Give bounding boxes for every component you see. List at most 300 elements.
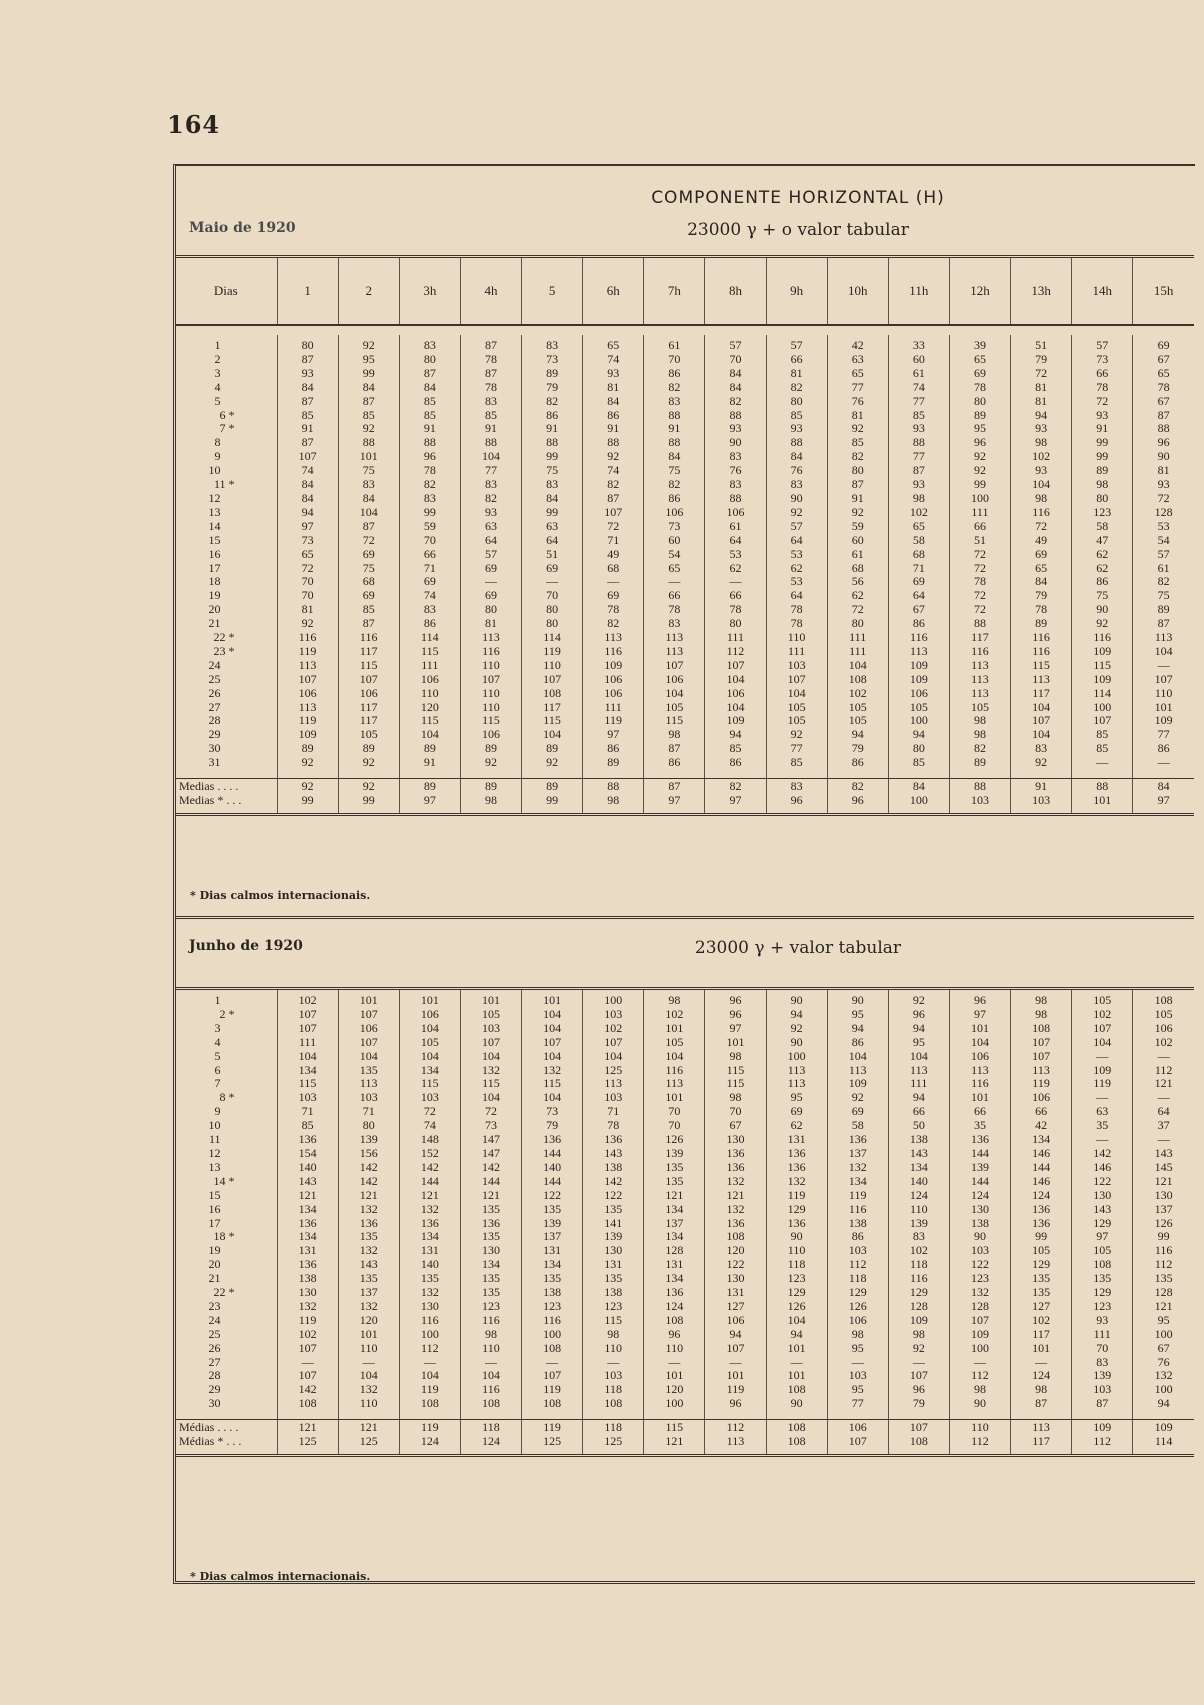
value-cell: 104: [460, 1050, 521, 1064]
value-cell: 93: [1133, 478, 1194, 492]
value-cell: 145: [1133, 1161, 1194, 1175]
day-cell: 20: [208, 1257, 221, 1272]
average-value: 121: [277, 1420, 338, 1435]
value-cell: 144: [949, 1175, 1010, 1189]
value-cell: 135: [460, 1203, 521, 1217]
value-cell: 117: [522, 701, 583, 715]
value-cell: 63: [522, 520, 583, 534]
column-header-hour: 15h: [1133, 257, 1194, 326]
separator-row: [175, 1411, 1194, 1420]
value-cell: 134: [1011, 1133, 1072, 1147]
value-cell: 78: [644, 603, 705, 617]
day-cell: 4: [214, 379, 221, 394]
value-cell: 107: [705, 1342, 766, 1356]
value-cell: 108: [277, 1397, 338, 1411]
value-cell: 132: [522, 1064, 583, 1078]
value-cell: 102: [1011, 1314, 1072, 1328]
value-cell: 110: [338, 1342, 399, 1356]
value-cell: 128: [644, 1244, 705, 1258]
value-cell: 119: [522, 645, 583, 659]
table-row: [175, 1258, 1194, 1272]
day-cell: 10: [208, 1118, 221, 1133]
value-cell: 86: [705, 756, 766, 770]
value-cell: —: [460, 575, 521, 589]
value-cell: 69: [1133, 335, 1194, 353]
value-cell: 87: [460, 367, 521, 381]
value-cell: 108: [522, 1397, 583, 1411]
value-cell: 116: [1133, 1244, 1194, 1258]
table-row: [175, 1119, 1194, 1133]
value-cell: 104: [399, 1022, 460, 1036]
average-value: 88: [1072, 779, 1133, 794]
value-cell: 107: [277, 450, 338, 464]
value-cell: 114: [522, 631, 583, 645]
value-cell: 69: [827, 1105, 888, 1119]
value-cell: 136: [827, 1133, 888, 1147]
value-cell: 69: [888, 575, 949, 589]
value-cell: 104: [399, 728, 460, 742]
value-cell: 82: [827, 450, 888, 464]
value-cell: 90: [766, 989, 827, 1008]
value-cell: 102: [1072, 1008, 1133, 1022]
value-cell: 116: [522, 1314, 583, 1328]
value-cell: 72: [949, 603, 1010, 617]
value-cell: 90: [1133, 450, 1194, 464]
value-cell: 64: [888, 589, 949, 603]
value-cell: —: [1072, 1091, 1133, 1105]
value-cell: 60: [644, 534, 705, 548]
value-cell: 77: [460, 464, 521, 478]
value-cell: 86: [644, 367, 705, 381]
value-cell: 137: [338, 1286, 399, 1300]
value-cell: 116: [949, 1077, 1010, 1091]
table-row: [175, 728, 1194, 742]
value-cell: 134: [644, 1272, 705, 1286]
value-cell: 115: [399, 714, 460, 728]
value-cell: 89: [1072, 464, 1133, 478]
value-cell: 104: [827, 1050, 888, 1064]
average-value: 92: [277, 779, 338, 794]
value-cell: 104: [522, 728, 583, 742]
value-cell: —: [583, 1356, 644, 1370]
value-cell: 107: [522, 1369, 583, 1383]
value-cell: 58: [888, 534, 949, 548]
value-cell: 120: [399, 701, 460, 715]
value-cell: 101: [949, 1091, 1010, 1105]
value-cell: 97: [277, 520, 338, 534]
value-cell: 142: [338, 1161, 399, 1175]
may-data-table: [175, 335, 1194, 816]
value-cell: 92: [888, 989, 949, 1008]
value-cell: 124: [1011, 1189, 1072, 1203]
value-cell: 72: [460, 1105, 521, 1119]
value-cell: 101: [705, 1369, 766, 1383]
value-cell: 117: [338, 701, 399, 715]
value-cell: 85: [277, 409, 338, 423]
value-cell: 94: [888, 728, 949, 742]
value-cell: 84: [1011, 575, 1072, 589]
value-cell: 71: [338, 1105, 399, 1119]
value-cell: 91: [277, 422, 338, 436]
value-cell: 136: [277, 1133, 338, 1147]
value-cell: 107: [644, 659, 705, 673]
value-cell: 131: [766, 1133, 827, 1147]
value-cell: 86: [888, 617, 949, 631]
value-cell: 94: [888, 1022, 949, 1036]
value-cell: 70: [705, 1105, 766, 1119]
table-row: [175, 520, 1194, 534]
value-cell: 135: [644, 1175, 705, 1189]
value-cell: 115: [583, 1314, 644, 1328]
value-cell: 131: [705, 1286, 766, 1300]
value-cell: 96: [705, 989, 766, 1008]
value-cell: —: [1072, 1050, 1133, 1064]
value-cell: 79: [522, 381, 583, 395]
value-cell: 66: [644, 589, 705, 603]
value-cell: 49: [583, 548, 644, 562]
value-cell: 132: [338, 1244, 399, 1258]
value-cell: 142: [277, 1383, 338, 1397]
value-cell: 107: [705, 659, 766, 673]
day-cell: 4: [214, 1034, 221, 1049]
value-cell: 91: [1072, 422, 1133, 436]
column-header-hour: 10h: [827, 257, 888, 326]
june-footnote: * Dias calmos internacionais.: [190, 1570, 371, 1583]
value-cell: 117: [338, 714, 399, 728]
value-cell: 100: [1133, 1328, 1194, 1342]
value-cell: 102: [1133, 1036, 1194, 1050]
value-cell: 135: [460, 1230, 521, 1244]
value-cell: 98: [949, 714, 1010, 728]
value-cell: 124: [644, 1300, 705, 1314]
value-cell: 80: [827, 464, 888, 478]
value-cell: 72: [338, 534, 399, 548]
value-cell: 129: [888, 1286, 949, 1300]
value-cell: 103: [583, 1369, 644, 1383]
value-cell: 115: [338, 659, 399, 673]
value-cell: 116: [888, 631, 949, 645]
value-cell: —: [1133, 1133, 1194, 1147]
value-cell: 132: [338, 1383, 399, 1397]
day-cell: 16: [208, 1201, 221, 1216]
value-cell: 140: [888, 1175, 949, 1189]
table-row: [175, 562, 1194, 576]
table-row: [175, 464, 1194, 478]
value-cell: 89: [583, 756, 644, 770]
value-cell: 139: [522, 1217, 583, 1231]
value-cell: 71: [277, 1105, 338, 1119]
value-cell: 113: [949, 659, 1010, 673]
value-cell: 102: [888, 1244, 949, 1258]
value-cell: 132: [277, 1300, 338, 1314]
value-cell: 107: [1072, 714, 1133, 728]
value-cell: 85: [766, 756, 827, 770]
average-value: 118: [583, 1420, 644, 1435]
column-header-hour: 3h: [399, 257, 460, 326]
value-cell: —: [338, 1356, 399, 1370]
value-cell: 128: [949, 1300, 1010, 1314]
column-header-hour: 9h: [766, 257, 827, 326]
value-cell: 85: [338, 603, 399, 617]
table-row: [175, 436, 1194, 450]
value-cell: 104: [766, 687, 827, 701]
value-cell: 80: [460, 603, 521, 617]
value-cell: 99: [949, 478, 1010, 492]
value-cell: 78: [949, 381, 1010, 395]
day-cell: 24: [208, 657, 221, 672]
value-cell: 86: [1072, 575, 1133, 589]
value-cell: 82: [583, 478, 644, 492]
value-cell: 67: [888, 603, 949, 617]
value-cell: 135: [522, 1272, 583, 1286]
value-cell: 100: [949, 492, 1010, 506]
value-cell: 83: [338, 478, 399, 492]
value-cell: 108: [1072, 1258, 1133, 1272]
value-cell: 78: [399, 464, 460, 478]
value-cell: 121: [1133, 1077, 1194, 1091]
value-cell: 78: [766, 617, 827, 631]
value-cell: 98: [888, 1328, 949, 1342]
value-cell: 104: [644, 687, 705, 701]
value-cell: 74: [583, 464, 644, 478]
table-row: [175, 1314, 1194, 1328]
value-cell: 103: [277, 1091, 338, 1105]
value-cell: 83: [460, 395, 521, 409]
value-cell: 136: [399, 1217, 460, 1231]
value-cell: 115: [460, 714, 521, 728]
value-cell: 100: [522, 1328, 583, 1342]
value-cell: 86: [583, 409, 644, 423]
value-cell: —: [644, 1356, 705, 1370]
value-cell: 90: [766, 1036, 827, 1050]
value-cell: 109: [1133, 714, 1194, 728]
value-cell: 69: [522, 562, 583, 576]
value-cell: 83: [644, 617, 705, 631]
value-cell: 78: [583, 603, 644, 617]
value-cell: 83: [1011, 742, 1072, 756]
value-cell: 129: [1011, 1258, 1072, 1272]
value-cell: 130: [1072, 1189, 1133, 1203]
day-cell: 6 *: [219, 407, 235, 422]
value-cell: 69: [338, 589, 399, 603]
value-cell: 64: [766, 534, 827, 548]
value-cell: 140: [277, 1161, 338, 1175]
value-cell: 105: [460, 1008, 521, 1022]
value-cell: 50: [888, 1119, 949, 1133]
value-cell: 111: [827, 645, 888, 659]
value-cell: 141: [583, 1217, 644, 1231]
value-cell: 135: [522, 1203, 583, 1217]
value-cell: 103: [827, 1244, 888, 1258]
value-cell: 110: [766, 631, 827, 645]
value-cell: 78: [766, 603, 827, 617]
value-cell: 79: [888, 1397, 949, 1411]
value-cell: 108: [644, 1314, 705, 1328]
value-cell: 109: [583, 659, 644, 673]
value-cell: 56: [827, 575, 888, 589]
column-header-hour: 11h: [888, 257, 949, 326]
value-cell: 122: [705, 1258, 766, 1272]
average-value: 108: [888, 1434, 949, 1448]
value-cell: —: [705, 1356, 766, 1370]
value-cell: 129: [766, 1203, 827, 1217]
value-cell: 72: [827, 603, 888, 617]
value-cell: 132: [705, 1203, 766, 1217]
value-cell: 84: [705, 381, 766, 395]
value-cell: 72: [1133, 492, 1194, 506]
value-cell: 142: [460, 1161, 521, 1175]
value-cell: 122: [949, 1258, 1010, 1272]
day-cell: 25: [208, 1326, 221, 1341]
value-cell: 102: [583, 1022, 644, 1036]
value-cell: 59: [827, 520, 888, 534]
value-cell: 119: [277, 645, 338, 659]
value-cell: 62: [705, 562, 766, 576]
value-cell: 125: [583, 1064, 644, 1078]
value-cell: 109: [888, 659, 949, 673]
average-value: 103: [949, 793, 1010, 807]
average-value: 109: [1072, 1420, 1133, 1435]
value-cell: 80: [888, 742, 949, 756]
value-cell: —: [522, 575, 583, 589]
value-cell: 102: [1011, 450, 1072, 464]
value-cell: 87: [338, 395, 399, 409]
value-cell: 105: [1133, 1008, 1194, 1022]
value-cell: 107: [522, 1036, 583, 1050]
value-cell: 74: [583, 353, 644, 367]
value-cell: 135: [460, 1286, 521, 1300]
value-cell: 123: [583, 1300, 644, 1314]
average-value: 103: [1011, 793, 1072, 807]
value-cell: 97: [583, 728, 644, 742]
value-cell: 78: [1011, 603, 1072, 617]
value-cell: 84: [338, 492, 399, 506]
value-cell: 100: [888, 714, 949, 728]
value-cell: 80: [522, 603, 583, 617]
value-cell: 143: [338, 1258, 399, 1272]
value-cell: 101: [705, 1036, 766, 1050]
value-cell: 112: [827, 1258, 888, 1272]
average-value: 112: [949, 1434, 1010, 1448]
value-cell: 87: [460, 335, 521, 353]
value-cell: 78: [1133, 381, 1194, 395]
value-cell: 135: [1133, 1272, 1194, 1286]
value-cell: 69: [460, 589, 521, 603]
average-label: Médias * . . .: [179, 1434, 242, 1449]
average-value: 88: [949, 779, 1010, 794]
value-cell: 94: [827, 1022, 888, 1036]
value-cell: —: [949, 1356, 1010, 1370]
value-cell: 144: [399, 1175, 460, 1189]
value-cell: 67: [1133, 395, 1194, 409]
value-cell: —: [1133, 1050, 1194, 1064]
value-cell: 80: [949, 395, 1010, 409]
value-cell: 86: [644, 756, 705, 770]
value-cell: 126: [766, 1300, 827, 1314]
value-cell: 119: [827, 1189, 888, 1203]
value-cell: 80: [338, 1119, 399, 1133]
value-cell: 116: [827, 1203, 888, 1217]
value-cell: 77: [827, 1397, 888, 1411]
average-value: 87: [644, 779, 705, 794]
value-cell: 100: [1072, 701, 1133, 715]
value-cell: 92: [1011, 756, 1072, 770]
value-cell: 88: [399, 436, 460, 450]
value-cell: 73: [277, 534, 338, 548]
value-cell: 98: [827, 1328, 888, 1342]
value-cell: 88: [583, 436, 644, 450]
value-cell: 136: [766, 1147, 827, 1161]
value-cell: 142: [583, 1175, 644, 1189]
page-number: 164: [167, 110, 221, 139]
value-cell: 112: [949, 1369, 1010, 1383]
value-cell: 96: [949, 436, 1010, 450]
value-cell: 135: [1011, 1286, 1072, 1300]
value-cell: 104: [888, 1050, 949, 1064]
average-value: 112: [1072, 1434, 1133, 1448]
value-cell: 98: [1011, 436, 1072, 450]
value-cell: 130: [705, 1272, 766, 1286]
value-cell: 121: [1133, 1300, 1194, 1314]
value-cell: 113: [888, 645, 949, 659]
average-value: 97: [644, 793, 705, 807]
value-cell: 106: [399, 673, 460, 687]
value-cell: 65: [949, 353, 1010, 367]
day-cell: 10: [208, 463, 221, 478]
value-cell: 115: [705, 1077, 766, 1091]
value-cell: 103: [1072, 1383, 1133, 1397]
value-cell: 110: [644, 1342, 705, 1356]
value-cell: 62: [1072, 548, 1133, 562]
value-cell: 42: [827, 335, 888, 353]
value-cell: 139: [1072, 1369, 1133, 1383]
value-cell: 107: [766, 673, 827, 687]
value-cell: 138: [583, 1286, 644, 1300]
value-cell: 107: [583, 506, 644, 520]
table-row: [175, 1356, 1194, 1370]
value-cell: 89: [949, 756, 1010, 770]
value-cell: 79: [1011, 589, 1072, 603]
value-cell: 131: [399, 1244, 460, 1258]
value-cell: 87: [399, 367, 460, 381]
average-value: 125: [338, 1434, 399, 1448]
day-cell: 26: [208, 685, 221, 700]
value-cell: 93: [888, 478, 949, 492]
value-cell: 109: [705, 714, 766, 728]
value-cell: 62: [766, 1119, 827, 1133]
table-row: [175, 575, 1194, 589]
value-cell: 92: [766, 506, 827, 520]
value-cell: 110: [522, 659, 583, 673]
value-cell: 80: [705, 617, 766, 631]
value-cell: 127: [1011, 1300, 1072, 1314]
average-value: 96: [766, 793, 827, 807]
value-cell: 65: [1011, 562, 1072, 576]
value-cell: 79: [827, 742, 888, 756]
value-cell: 78: [460, 381, 521, 395]
value-cell: —: [827, 1356, 888, 1370]
value-cell: 53: [705, 548, 766, 562]
value-cell: 132: [705, 1175, 766, 1189]
day-cell: 27: [208, 1354, 221, 1369]
average-value: 121: [644, 1434, 705, 1448]
value-cell: 131: [277, 1244, 338, 1258]
value-cell: 88: [949, 617, 1010, 631]
value-cell: 70: [644, 1119, 705, 1133]
value-cell: 104: [583, 1050, 644, 1064]
value-cell: 109: [888, 1314, 949, 1328]
value-cell: 71: [399, 562, 460, 576]
